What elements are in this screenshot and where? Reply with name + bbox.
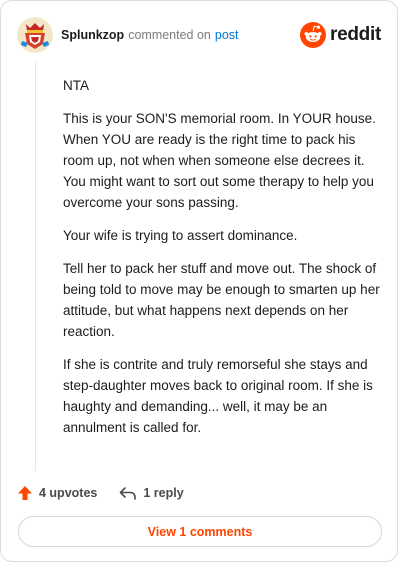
view-comments-button[interactable]: View 1 comments [18,516,382,547]
upvote-button[interactable] [17,485,97,501]
reply-button[interactable] [119,485,183,501]
reddit-wordmark: reddit [330,24,381,45]
upvote-arrow-icon [17,485,33,501]
comment-paragraph: If she is contrite and truly remorseful she stays and step-daughter moves back to original room. If she is haughty and demanding... well, it may be an annulment is called for. [63,357,373,435]
comment-paragraph: NTA [63,78,89,93]
comment-paragraph: This is your SON'S memorial room. In YOUR house. When YOU are ready is the right time to pack his room up, not when when someone else decrees it. You might want to sort out some therapy to help you overcome your sons passing. [63,111,376,210]
comment-paragraph: Tell her to pack her stuff and move out. The shock of being told to move may be enough to smarten up her attitude, but what happens next depends on her reaction. [63,261,380,339]
commented-on-label: commented on [128,28,211,42]
comment-actions [17,481,184,505]
reddit-logo[interactable] [300,22,381,48]
comment-meta [61,28,239,42]
comment-header [17,13,381,57]
reply-count: 1 reply [143,486,184,500]
reddit-snoo-icon [300,22,326,48]
thread-line [35,61,36,471]
username-link[interactable]: Splunkzop [61,28,125,42]
comment-body [63,75,381,450]
reply-arrow-icon [119,485,137,501]
upvote-count: 4 upvotes [39,486,98,500]
comment-paragraph: Your wife is trying to assert dominance. [63,228,298,243]
crest-avatar-icon[interactable] [17,17,53,53]
post-link[interactable]: post [214,28,239,42]
